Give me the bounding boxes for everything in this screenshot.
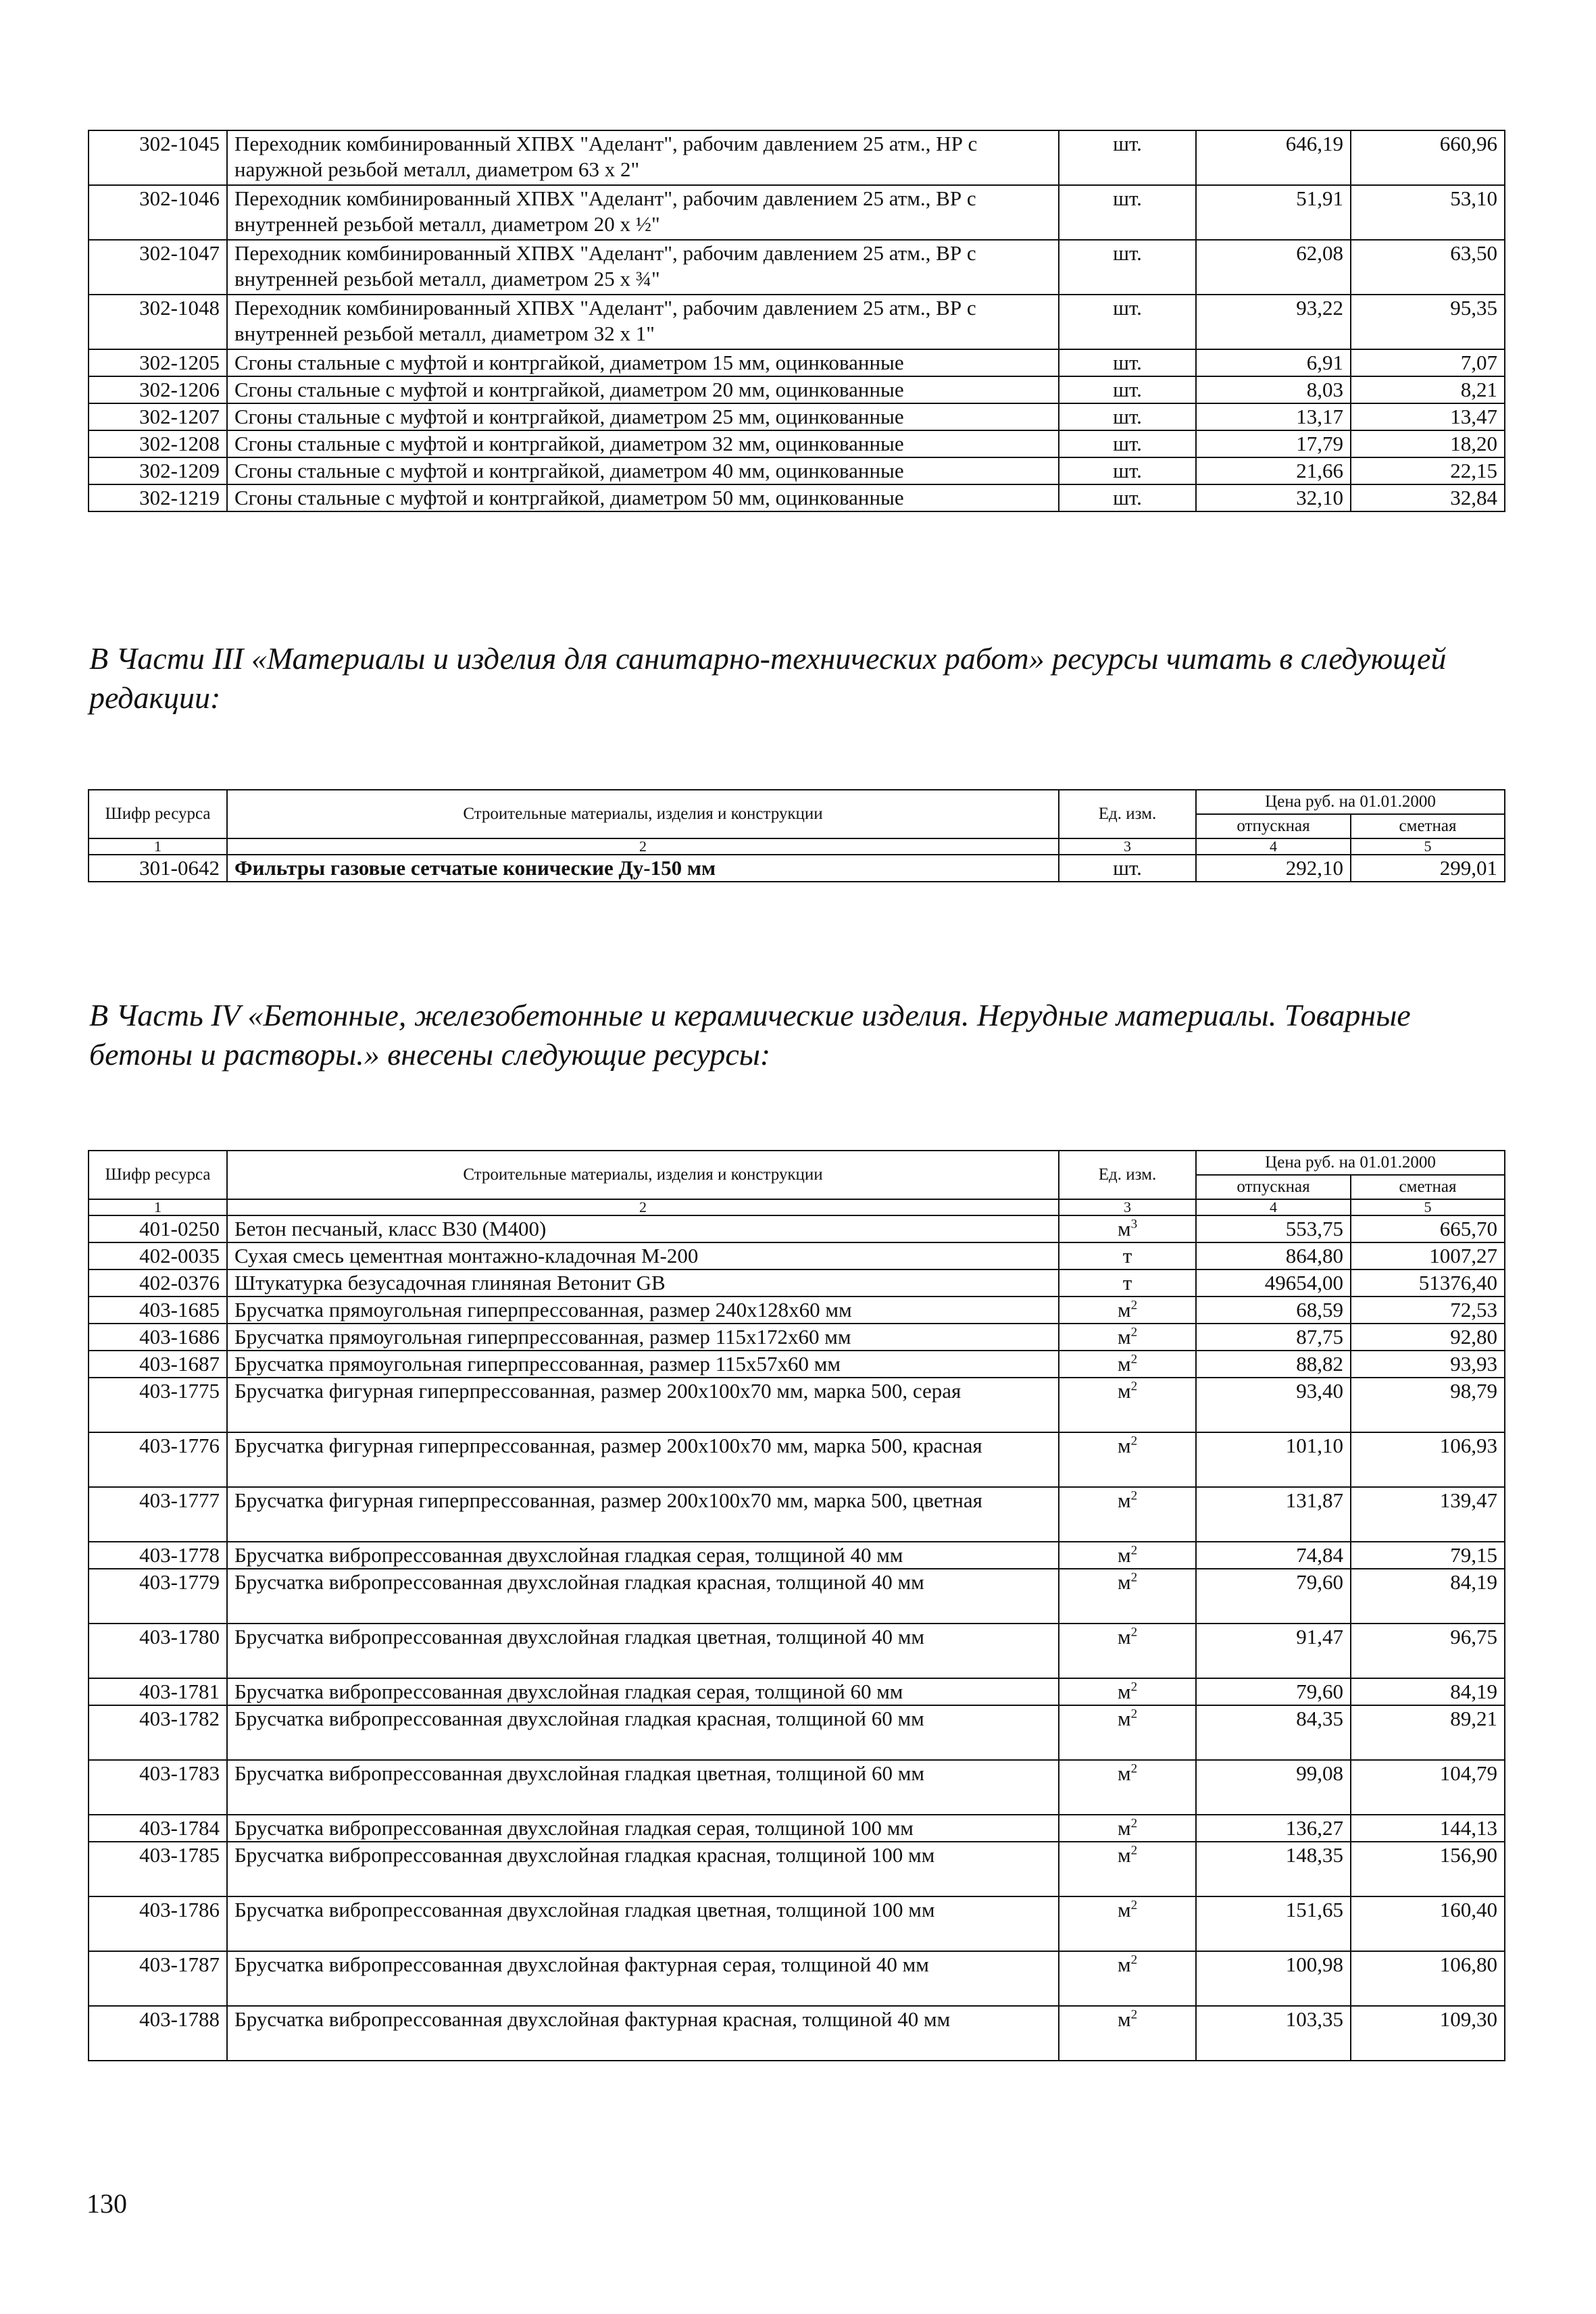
unit-base: м — [1117, 1761, 1131, 1785]
resource-unit: шт. — [1059, 376, 1196, 403]
unit-exponent: 2 — [1130, 1352, 1138, 1367]
resource-name: Брусчатка фигурная гиперпрессованная, размер 200х100х70 мм, марка 500, цветная — [227, 1487, 1059, 1542]
resource-unit: шт. — [1059, 855, 1196, 882]
price-estimate: 144,13 — [1351, 1815, 1505, 1842]
header-estimate: сметная — [1351, 814, 1505, 838]
resource-name: Переходник комбинированный ХПВХ "Аделант", рабочим давлением 25 атм., ВР с внутренней резьбой металл, диаметром 32 х 1" — [227, 295, 1059, 349]
table-row — [89, 376, 1505, 403]
resource-unit — [1059, 1269, 1196, 1297]
price-estimate: 93,93 — [1351, 1351, 1505, 1378]
table-row — [89, 240, 1505, 295]
resource-name: Брусчатка вибропрессованная двухслойная фактурная серая, толщиной 40 мм — [227, 1951, 1059, 2006]
resource-name: Брусчатка вибропрессованная двухслойная гладкая цветная, толщиной 100 мм — [227, 1896, 1059, 1951]
table-row — [89, 1951, 1505, 2006]
price-release: 131,87 — [1196, 1487, 1351, 1542]
header-code: Шифр ресурса — [89, 1151, 227, 1199]
unit-base: м — [1117, 1434, 1131, 1457]
header-price: Цена руб. на 01.01.2000 — [1196, 790, 1505, 814]
price-estimate: 32,84 — [1351, 484, 1505, 511]
resource-code: 403-1788 — [89, 2006, 227, 2061]
resource-code: 402-0376 — [89, 1269, 227, 1297]
unit-exponent: 2 — [1130, 1625, 1138, 1640]
price-release: 292,10 — [1196, 855, 1351, 882]
price-estimate: 7,07 — [1351, 349, 1505, 376]
unit-exponent: 2 — [1130, 1298, 1138, 1313]
price-estimate: 104,79 — [1351, 1760, 1505, 1815]
unit-exponent: 2 — [1130, 1325, 1138, 1340]
unit-base: т — [1122, 1244, 1132, 1267]
table-index-row — [89, 1199, 1505, 1215]
resource-code: 403-1780 — [89, 1624, 227, 1678]
resource-unit — [1059, 1432, 1196, 1487]
table-row — [89, 1624, 1505, 1678]
resource-name: Сгоны стальные с муфтой и контргайкой, диаметром 25 мм, оцинкованные — [227, 403, 1059, 430]
table-row — [89, 185, 1505, 240]
resource-unit: шт. — [1059, 185, 1196, 240]
table-row — [89, 484, 1505, 511]
table-row — [89, 1815, 1505, 1842]
price-release: 101,10 — [1196, 1432, 1351, 1487]
unit-base: м — [1117, 1816, 1131, 1840]
resource-code: 403-1787 — [89, 1951, 227, 2006]
unit-base: м — [1117, 1298, 1131, 1322]
header-name: Строительные материалы, изделия и конструкции — [227, 790, 1059, 838]
column-index: 2 — [227, 1199, 1059, 1215]
unit-base: м — [1117, 1570, 1131, 1594]
resource-code: 403-1686 — [89, 1324, 227, 1351]
resource-code: 302-1206 — [89, 376, 227, 403]
price-estimate: 95,35 — [1351, 295, 1505, 349]
price-release: 8,03 — [1196, 376, 1351, 403]
resource-code: 302-1208 — [89, 430, 227, 457]
resource-code: 302-1207 — [89, 403, 227, 430]
resource-unit — [1059, 1760, 1196, 1815]
unit-exponent: 2 — [1130, 1843, 1138, 1858]
resource-name: Брусчатка прямоугольная гиперпрессованная, размер 240х128х60 мм — [227, 1297, 1059, 1324]
resource-unit — [1059, 1951, 1196, 2006]
resource-name: Брусчатка вибропрессованная двухслойная гладкая красная, толщиной 40 мм — [227, 1569, 1059, 1624]
resource-name: Брусчатка фигурная гиперпрессованная, размер 200х100х70 мм, марка 500, красная — [227, 1432, 1059, 1487]
resource-code: 301-0642 — [89, 855, 227, 882]
resource-name: Фильтры газовые сетчатые конические Ду-150 мм — [227, 855, 1059, 882]
table-row — [89, 1569, 1505, 1624]
resource-code: 302-1046 — [89, 185, 227, 240]
resource-name: Брусчатка вибропрессованная двухслойная гладкая красная, толщиной 60 мм — [227, 1705, 1059, 1760]
unit-exponent: 2 — [1130, 1434, 1138, 1449]
price-release: 151,65 — [1196, 1896, 1351, 1951]
resource-name: Сгоны стальные с муфтой и контргайкой, диаметром 15 мм, оцинкованные — [227, 349, 1059, 376]
resource-unit — [1059, 1378, 1196, 1432]
resource-name: Сгоны стальные с муфтой и контргайкой, диаметром 40 мм, оцинкованные — [227, 457, 1059, 484]
unit-exponent: 2 — [1130, 1707, 1138, 1721]
page-number: 130 — [86, 2188, 127, 2219]
resource-code: 302-1219 — [89, 484, 227, 511]
resource-unit — [1059, 1842, 1196, 1896]
price-estimate: 160,40 — [1351, 1896, 1505, 1951]
header-price: Цена руб. на 01.01.2000 — [1196, 1151, 1505, 1175]
resource-unit — [1059, 2006, 1196, 2061]
unit-exponent: 3 — [1130, 1217, 1138, 1232]
price-estimate: 84,19 — [1351, 1569, 1505, 1624]
resource-code: 403-1781 — [89, 1678, 227, 1705]
price-release: 136,27 — [1196, 1815, 1351, 1842]
resource-unit: шт. — [1059, 430, 1196, 457]
price-estimate: 92,80 — [1351, 1324, 1505, 1351]
resource-name: Сгоны стальные с муфтой и контргайкой, диаметром 20 мм, оцинкованные — [227, 376, 1059, 403]
resource-unit — [1059, 1351, 1196, 1378]
column-index: 3 — [1059, 1199, 1196, 1215]
resource-code: 403-1784 — [89, 1815, 227, 1842]
price-release: 646,19 — [1196, 130, 1351, 185]
resource-name: Брусчатка вибропрессованная двухслойная гладкая цветная, толщиной 40 мм — [227, 1624, 1059, 1678]
resource-name: Брусчатка вибропрессованная двухслойная гладкая цветная, толщиной 60 мм — [227, 1760, 1059, 1815]
resource-unit — [1059, 1242, 1196, 1269]
resource-code: 403-1785 — [89, 1842, 227, 1896]
resource-unit — [1059, 1569, 1196, 1624]
unit-base: м — [1117, 1898, 1131, 1921]
unit-base: т — [1122, 1271, 1132, 1294]
unit-base: м — [1117, 1217, 1131, 1240]
resource-code: 302-1048 — [89, 295, 227, 349]
resource-name: Сухая смесь цементная монтажно-кладочная М-200 — [227, 1242, 1059, 1269]
price-estimate: 18,20 — [1351, 430, 1505, 457]
unit-exponent: 2 — [1130, 1680, 1138, 1694]
table-part4 — [88, 1150, 1505, 2061]
column-index: 4 — [1196, 838, 1351, 855]
unit-base: м — [1117, 1707, 1131, 1730]
unit-base: м — [1117, 1625, 1131, 1649]
table-row — [89, 1297, 1505, 1324]
table-row — [89, 1378, 1505, 1432]
resource-name: Брусчатка прямоугольная гиперпрессованная, размер 115х172х60 мм — [227, 1324, 1059, 1351]
resource-code: 403-1687 — [89, 1351, 227, 1378]
price-estimate: 1007,27 — [1351, 1242, 1505, 1269]
resource-unit — [1059, 1487, 1196, 1542]
unit-exponent: 2 — [1130, 1953, 1138, 1967]
resource-code: 403-1775 — [89, 1378, 227, 1432]
price-estimate: 63,50 — [1351, 240, 1505, 295]
price-estimate: 79,15 — [1351, 1542, 1505, 1569]
table-row — [89, 1842, 1505, 1896]
resource-unit: шт. — [1059, 457, 1196, 484]
price-release: 62,08 — [1196, 240, 1351, 295]
price-release: 49654,00 — [1196, 1269, 1351, 1297]
price-release: 13,17 — [1196, 403, 1351, 430]
table-row — [89, 1324, 1505, 1351]
table-row — [89, 1705, 1505, 1760]
table-part3 — [88, 789, 1505, 882]
price-release: 68,59 — [1196, 1297, 1351, 1324]
column-index: 5 — [1351, 1199, 1505, 1215]
table-row — [89, 1487, 1505, 1542]
resource-unit — [1059, 1542, 1196, 1569]
resource-unit: шт. — [1059, 484, 1196, 511]
unit-base: м — [1117, 1843, 1131, 1867]
unit-exponent: 2 — [1130, 2007, 1138, 2022]
column-index: 3 — [1059, 838, 1196, 855]
unit-base: м — [1117, 1543, 1131, 1567]
column-index: 4 — [1196, 1199, 1351, 1215]
resource-name: Брусчатка вибропрессованная двухслойная гладкая красная, толщиной 100 мм — [227, 1842, 1059, 1896]
resource-name: Переходник комбинированный ХПВХ "Аделант", рабочим давлением 25 атм., ВР с внутренней резьбой металл, диаметром 20 х ½" — [227, 185, 1059, 240]
resource-unit — [1059, 1215, 1196, 1242]
resource-name: Брусчатка вибропрессованная двухслойная гладкая серая, толщиной 60 мм — [227, 1678, 1059, 1705]
resource-code: 302-1047 — [89, 240, 227, 295]
resource-code: 302-1045 — [89, 130, 227, 185]
table-row — [89, 457, 1505, 484]
price-release: 79,60 — [1196, 1569, 1351, 1624]
header-unit: Ед. изм. — [1059, 1151, 1196, 1199]
unit-base: м — [1117, 1680, 1131, 1703]
resource-name: Переходник комбинированный ХПВХ "Аделант", рабочим давлением 25 атм., НР с наружной резьбой металл, диаметром 63 х 2" — [227, 130, 1059, 185]
resource-name: Переходник комбинированный ХПВХ "Аделант", рабочим давлением 25 атм., ВР с внутренней резьбой металл, диаметром 25 х ¾" — [227, 240, 1059, 295]
price-estimate: 89,21 — [1351, 1705, 1505, 1760]
table-row — [89, 349, 1505, 376]
resource-unit — [1059, 1815, 1196, 1842]
price-release: 32,10 — [1196, 484, 1351, 511]
price-estimate: 660,96 — [1351, 130, 1505, 185]
resource-name: Брусчатка прямоугольная гиперпрессованная, размер 115х57х60 мм — [227, 1351, 1059, 1378]
unit-base: м — [1117, 2007, 1131, 2031]
price-release: 87,75 — [1196, 1324, 1351, 1351]
header-name: Строительные материалы, изделия и конструкции — [227, 1151, 1059, 1199]
price-estimate: 72,53 — [1351, 1297, 1505, 1324]
price-release: 93,40 — [1196, 1378, 1351, 1432]
section-heading-part3: В Части III «Материалы и изделия для санитарно-технических работ» ресурсы читать в следующей редакции: — [89, 641, 1447, 715]
header-estimate: сметная — [1351, 1175, 1505, 1199]
resource-unit: шт. — [1059, 130, 1196, 185]
price-release: 74,84 — [1196, 1542, 1351, 1569]
unit-exponent: 2 — [1130, 1570, 1138, 1585]
price-estimate: 156,90 — [1351, 1842, 1505, 1896]
table-row — [89, 2006, 1505, 2061]
resource-code: 403-1783 — [89, 1760, 227, 1815]
table-row — [89, 1432, 1505, 1487]
resource-unit: шт. — [1059, 403, 1196, 430]
price-release: 553,75 — [1196, 1215, 1351, 1242]
table-part2-continuation — [88, 130, 1505, 512]
resource-unit: шт. — [1059, 295, 1196, 349]
table-row — [89, 855, 1505, 882]
resource-code: 403-1685 — [89, 1297, 227, 1324]
price-estimate: 84,19 — [1351, 1678, 1505, 1705]
resource-unit: шт. — [1059, 240, 1196, 295]
resource-code: 403-1778 — [89, 1542, 227, 1569]
column-index: 5 — [1351, 838, 1505, 855]
table-row — [89, 1896, 1505, 1951]
table-row — [89, 1215, 1505, 1242]
resource-unit — [1059, 1297, 1196, 1324]
price-estimate: 106,80 — [1351, 1951, 1505, 2006]
price-release: 864,80 — [1196, 1242, 1351, 1269]
price-estimate: 96,75 — [1351, 1624, 1505, 1678]
resource-name: Брусчатка фигурная гиперпрессованная, размер 200х100х70 мм, марка 500, серая — [227, 1378, 1059, 1432]
resource-unit — [1059, 1624, 1196, 1678]
resource-unit — [1059, 1678, 1196, 1705]
unit-exponent: 2 — [1130, 1816, 1138, 1831]
price-estimate: 8,21 — [1351, 376, 1505, 403]
price-estimate: 139,47 — [1351, 1487, 1505, 1542]
header-code: Шифр ресурса — [89, 790, 227, 838]
resource-name: Штукатурка безусадочная глиняная Ветонит GB — [227, 1269, 1059, 1297]
resource-code: 403-1782 — [89, 1705, 227, 1760]
unit-exponent: 2 — [1130, 1488, 1138, 1503]
resource-unit: шт. — [1059, 349, 1196, 376]
header-release: отпускная — [1196, 1175, 1351, 1199]
resource-code: 302-1205 — [89, 349, 227, 376]
unit-exponent: 2 — [1130, 1898, 1138, 1913]
unit-base: м — [1117, 1953, 1131, 1976]
resource-code: 403-1777 — [89, 1487, 227, 1542]
resource-name: Брусчатка вибропрессованная двухслойная гладкая серая, толщиной 100 мм — [227, 1815, 1059, 1842]
table-row — [89, 1678, 1505, 1705]
resource-code: 302-1209 — [89, 457, 227, 484]
price-release: 51,91 — [1196, 185, 1351, 240]
unit-exponent: 2 — [1130, 1543, 1138, 1558]
resource-name: Бетон песчаный, класс B30 (M400) — [227, 1215, 1059, 1242]
column-index: 1 — [89, 838, 227, 855]
table-row — [89, 1760, 1505, 1815]
resource-code: 403-1779 — [89, 1569, 227, 1624]
unit-base: м — [1117, 1325, 1131, 1349]
resource-name: Сгоны стальные с муфтой и контргайкой, диаметром 32 мм, оцинкованные — [227, 430, 1059, 457]
column-index: 2 — [227, 838, 1059, 855]
price-estimate: 22,15 — [1351, 457, 1505, 484]
unit-base: м — [1117, 1352, 1131, 1376]
price-release: 79,60 — [1196, 1678, 1351, 1705]
unit-exponent: 2 — [1130, 1761, 1138, 1776]
column-index: 1 — [89, 1199, 227, 1215]
price-release: 21,66 — [1196, 457, 1351, 484]
unit-base: м — [1117, 1488, 1131, 1512]
price-estimate: 109,30 — [1351, 2006, 1505, 2061]
resource-code: 402-0035 — [89, 1242, 227, 1269]
section-heading-part4: В Часть IV «Бетонные, железобетонные и керамические изделия. Нерудные материалы. Товарные бетоны и растворы.» внесены следующие ресурсы: — [89, 998, 1411, 1072]
price-estimate: 51376,40 — [1351, 1269, 1505, 1297]
price-release: 93,22 — [1196, 295, 1351, 349]
resource-unit — [1059, 1896, 1196, 1951]
price-release: 84,35 — [1196, 1705, 1351, 1760]
unit-base: м — [1117, 1379, 1131, 1403]
price-release: 148,35 — [1196, 1842, 1351, 1896]
price-estimate: 98,79 — [1351, 1378, 1505, 1432]
price-estimate: 53,10 — [1351, 185, 1505, 240]
table-row — [89, 295, 1505, 349]
table-row — [89, 1351, 1505, 1378]
header-unit: Ед. изм. — [1059, 790, 1196, 838]
price-release: 88,82 — [1196, 1351, 1351, 1378]
price-release: 91,47 — [1196, 1624, 1351, 1678]
table-row — [89, 130, 1505, 185]
resource-name: Сгоны стальные с муфтой и контргайкой, диаметром 50 мм, оцинкованные — [227, 484, 1059, 511]
price-estimate: 665,70 — [1351, 1215, 1505, 1242]
price-release: 99,08 — [1196, 1760, 1351, 1815]
table-index-row — [89, 838, 1505, 855]
price-release: 6,91 — [1196, 349, 1351, 376]
price-release: 103,35 — [1196, 2006, 1351, 2061]
price-estimate: 299,01 — [1351, 855, 1505, 882]
table-row — [89, 1242, 1505, 1269]
price-release: 17,79 — [1196, 430, 1351, 457]
table-row — [89, 1542, 1505, 1569]
price-estimate: 13,47 — [1351, 403, 1505, 430]
table-row — [89, 403, 1505, 430]
price-release: 100,98 — [1196, 1951, 1351, 2006]
unit-exponent: 2 — [1130, 1379, 1138, 1394]
resource-code: 403-1776 — [89, 1432, 227, 1487]
resource-unit — [1059, 1705, 1196, 1760]
resource-name: Брусчатка вибропрессованная двухслойная гладкая серая, толщиной 40 мм — [227, 1542, 1059, 1569]
resource-code: 403-1786 — [89, 1896, 227, 1951]
resource-name: Брусчатка вибропрессованная двухслойная фактурная красная, толщиной 40 мм — [227, 2006, 1059, 2061]
table-row — [89, 430, 1505, 457]
table-header-row — [89, 790, 1505, 814]
table-body — [89, 1215, 1505, 2061]
table-row — [89, 1269, 1505, 1297]
price-estimate: 106,93 — [1351, 1432, 1505, 1487]
table-header-row — [89, 1151, 1505, 1175]
resource-code: 401-0250 — [89, 1215, 227, 1242]
resource-unit — [1059, 1324, 1196, 1351]
header-release: отпускная — [1196, 814, 1351, 838]
